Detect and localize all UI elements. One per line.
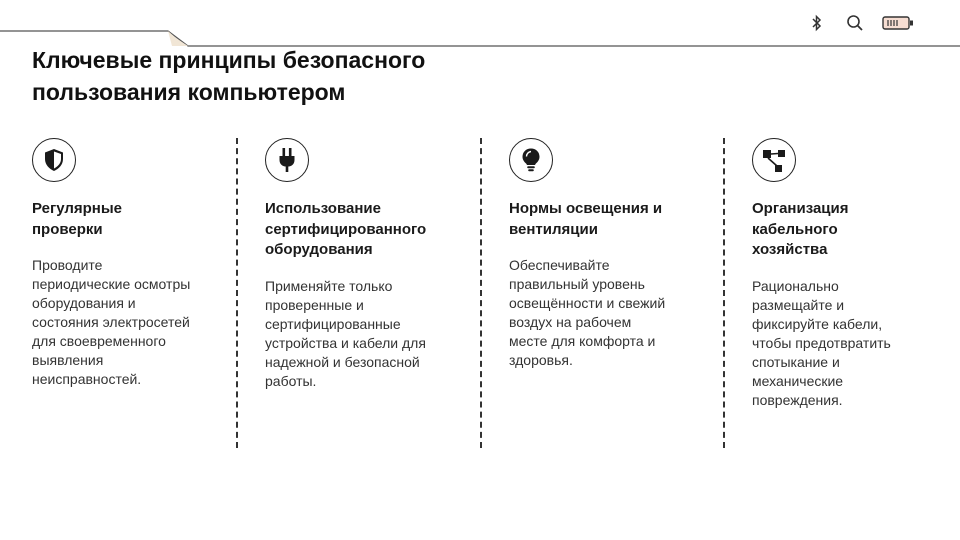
divider — [236, 138, 238, 448]
card-title: Нормы освещения и вентиляции — [509, 200, 663, 238]
page-title: Ключевые принципы безопасного пользования компьютером — [32, 47, 426, 105]
bluetooth-icon[interactable] — [806, 12, 828, 34]
card-text: Обеспечивайте правильный уровень освещённости и свежий воздух на рабочем месте для комфорта и здоровья. — [509, 257, 666, 368]
card-lighting-ventilation — [509, 138, 697, 370]
lightbulb-icon — [509, 138, 553, 182]
card-text: Применяйте только проверенные и сертифицированные устройства и кабели для надежной и безопасной работы. — [265, 277, 426, 389]
divider — [480, 138, 482, 448]
shield-icon — [32, 138, 76, 182]
card-certified-equipment — [265, 138, 453, 391]
card-cable-management — [752, 138, 940, 410]
battery-icon — [882, 12, 914, 34]
card-regular-checks — [32, 138, 220, 389]
card-title: Использование сертифицированного оборудования — [265, 200, 427, 258]
card-title: Регулярные проверки — [32, 200, 123, 238]
plug-icon — [265, 138, 309, 182]
card-title: Организация кабельного хозяйства — [752, 200, 849, 258]
network-icon — [752, 138, 796, 182]
card-text: Рационально размещайте и фиксируйте кабели, чтобы предотвратить спотыкание и механические повреждения. — [752, 277, 891, 408]
card-text: Проводите периодические осмотры оборудования и состояния электросетей для своевременного выявления неисправностей. — [32, 257, 191, 387]
divider — [723, 138, 725, 448]
search-icon[interactable] — [844, 12, 866, 34]
status-bar — [806, 12, 914, 34]
